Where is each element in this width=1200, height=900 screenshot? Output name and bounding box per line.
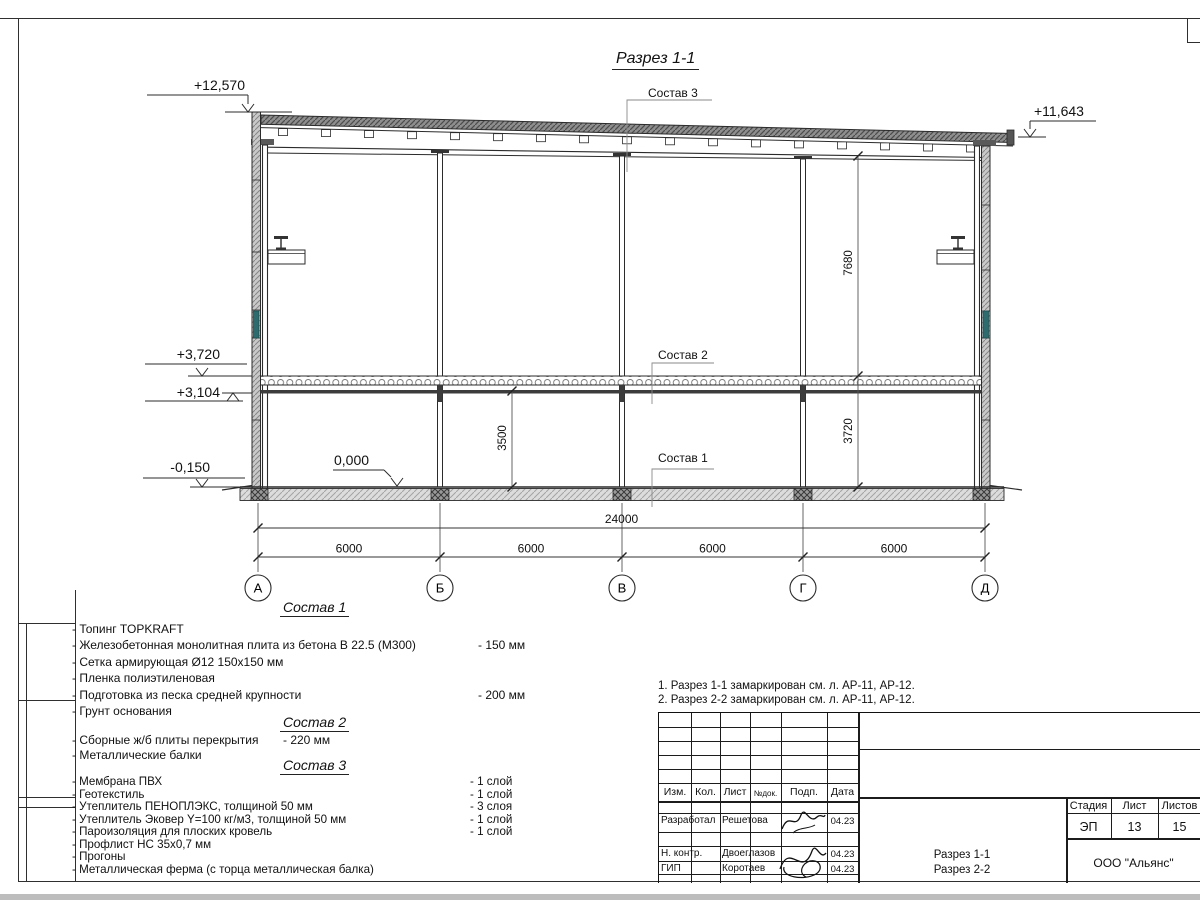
note-line: 1. Разрез 1-1 замаркирован см. л. АР-11, АР-12.	[658, 680, 915, 692]
elevation-beam: +3,104	[176, 384, 220, 400]
stamp-name: Коротаев	[722, 863, 766, 874]
frame-top	[0, 18, 1200, 19]
signature-gip	[776, 835, 830, 881]
interior-columns	[431, 150, 812, 487]
composition3-item: - Геотекстиль - 1 слой	[72, 787, 513, 801]
margin-strip-divider	[18, 623, 75, 624]
elevation-ground: -0,150	[170, 459, 210, 475]
elevation-zero: 0,000	[334, 452, 370, 468]
stamp-col-izm: Изм.	[663, 786, 687, 798]
elevation-roof-left: +12,570	[194, 77, 245, 93]
dim-height-main: 7680	[843, 250, 855, 276]
composition2-item: - Сборные ж/б плиты перекрытия - 220 мм	[72, 733, 331, 747]
axis-letter: Г	[799, 580, 807, 596]
composition3-item: - Профлист НС 35х0,7 мм	[72, 837, 212, 851]
stamp-section-title-2: Разрез 2-2	[933, 864, 991, 876]
composition3-item: - Мембрана ПВХ - 1 слой	[72, 775, 513, 788]
dim-height-slab: 3720	[843, 418, 855, 444]
stamp-date: 04.23	[830, 864, 855, 875]
composition3-item: - Утеплитель Эковер Y=100 кг/м3, толщиной 50 мм - 1 слой	[72, 812, 513, 826]
composition2-title: Состав 2	[280, 714, 349, 732]
stamp-sheets-value: 15	[1172, 820, 1187, 834]
roof-assembly	[251, 115, 1014, 161]
ground-floor	[222, 486, 1022, 501]
composition1-item: - Грунт основания	[72, 704, 172, 718]
note-line: 2. Разрез 2-2 замаркирован см. л. АР-11, АР-12.	[658, 694, 915, 706]
stamp-section-title-1: Разрез 1-1	[933, 849, 991, 861]
composition1-item: - Пленка полиэтиленовая	[72, 671, 215, 685]
stamp-name: Двоеглазов	[722, 848, 776, 859]
dim-bay: 6000	[335, 541, 363, 556]
stamp-col-podp: Подп.	[790, 786, 818, 798]
stamp-col-list: Лист	[723, 786, 747, 798]
frame-left	[18, 18, 19, 882]
leader-label-sostav2: Состав 2	[658, 348, 708, 362]
roof-edge-cap	[1007, 130, 1014, 145]
stamp-name: Решетова	[722, 815, 768, 826]
stamp-col-doc: №док.	[753, 789, 778, 798]
stamp-date: 04.23	[830, 816, 855, 827]
floor-slab	[261, 376, 982, 402]
composition1-title: Состав 1	[280, 599, 349, 617]
dim-bay: 6000	[699, 541, 726, 556]
beam-seat-right	[973, 140, 996, 146]
composition3-item: - Пароизоляция для плоских кровель - 1 слой	[72, 825, 513, 838]
composition1-item: - Сетка армирующая Ø12 150х150 мм	[72, 655, 284, 669]
stamp-sheet-label: Лист	[1122, 800, 1147, 812]
elevation-roof-right: +11,643	[1034, 103, 1084, 119]
title-block	[658, 712, 1200, 883]
wall-right	[975, 146, 991, 489]
sheet-number-box	[1187, 19, 1200, 43]
margin-strip-divider	[18, 700, 75, 701]
composition3-title: Состав 3	[280, 757, 349, 775]
stamp-date: 04.23	[830, 849, 855, 860]
wall-window-left	[254, 311, 260, 338]
page-title: Разрез 1-1	[612, 50, 699, 70]
stamp-col-kol: Кол.	[695, 786, 716, 798]
stamp-sheets-label: Листов	[1161, 800, 1198, 812]
margin-strip-divider	[18, 807, 75, 808]
column-axis-a	[263, 145, 268, 489]
leader-lines	[627, 100, 714, 507]
stamp-role: ГИП	[661, 863, 681, 874]
composition3-item: - Прогоны	[72, 850, 126, 863]
dim-bay: 6000	[517, 541, 545, 556]
signature-reshetova	[779, 803, 827, 837]
column-axis-d	[975, 146, 980, 489]
axis-letter: А	[253, 580, 263, 596]
composition3-item: - Утеплитель ПЕНОПЛЭКС, толщиной 50 мм - 3 слоя	[72, 800, 513, 813]
stamp-sheet-value: 13	[1127, 820, 1142, 834]
composition1-item: - Топинг TOPKRAFT	[72, 622, 184, 636]
stamp-stage-value: ЭП	[1079, 820, 1098, 834]
stamp-col-date: Дата	[830, 786, 855, 798]
dim-total: 24000	[604, 512, 639, 526]
stamp-company: ООО "Альянс"	[1093, 856, 1174, 870]
wall-left	[252, 112, 268, 489]
bracket-right	[937, 236, 974, 264]
composition2-item: - Металлические балки	[72, 748, 202, 762]
axis-letter: Б	[435, 580, 445, 596]
stamp-stage-label: Стадия	[1069, 800, 1108, 812]
dim-bay: 6000	[880, 541, 908, 556]
axis-bubbles	[245, 575, 998, 601]
axis-letter: В	[617, 580, 627, 596]
elevation-slab: +3,720	[176, 346, 220, 362]
bracket-left	[268, 236, 305, 264]
composition1-item: - Железобетонная монолитная плита из бетона В 22.5 (М300) - 150 мм	[72, 638, 526, 652]
composition3-item: - Металлическая ферма (с торца металлическая балка)	[72, 862, 374, 876]
stamp-role: Разработал	[661, 815, 716, 826]
wall-window-right	[983, 311, 989, 338]
leader-label-sostav1: Состав 1	[658, 451, 708, 465]
margin-strip-divider	[18, 797, 75, 798]
stamp-role: Н. контр.	[661, 848, 703, 859]
axis-letter: Д	[980, 580, 990, 596]
dim-height-first: 3500	[497, 425, 509, 451]
composition1-item: - Подготовка из песка средней крупности - 200 мм	[72, 688, 526, 702]
leader-label-sostav3: Состав 3	[648, 86, 698, 100]
window-bottom-edge	[0, 894, 1200, 900]
margin-strip-line	[26, 623, 27, 882]
